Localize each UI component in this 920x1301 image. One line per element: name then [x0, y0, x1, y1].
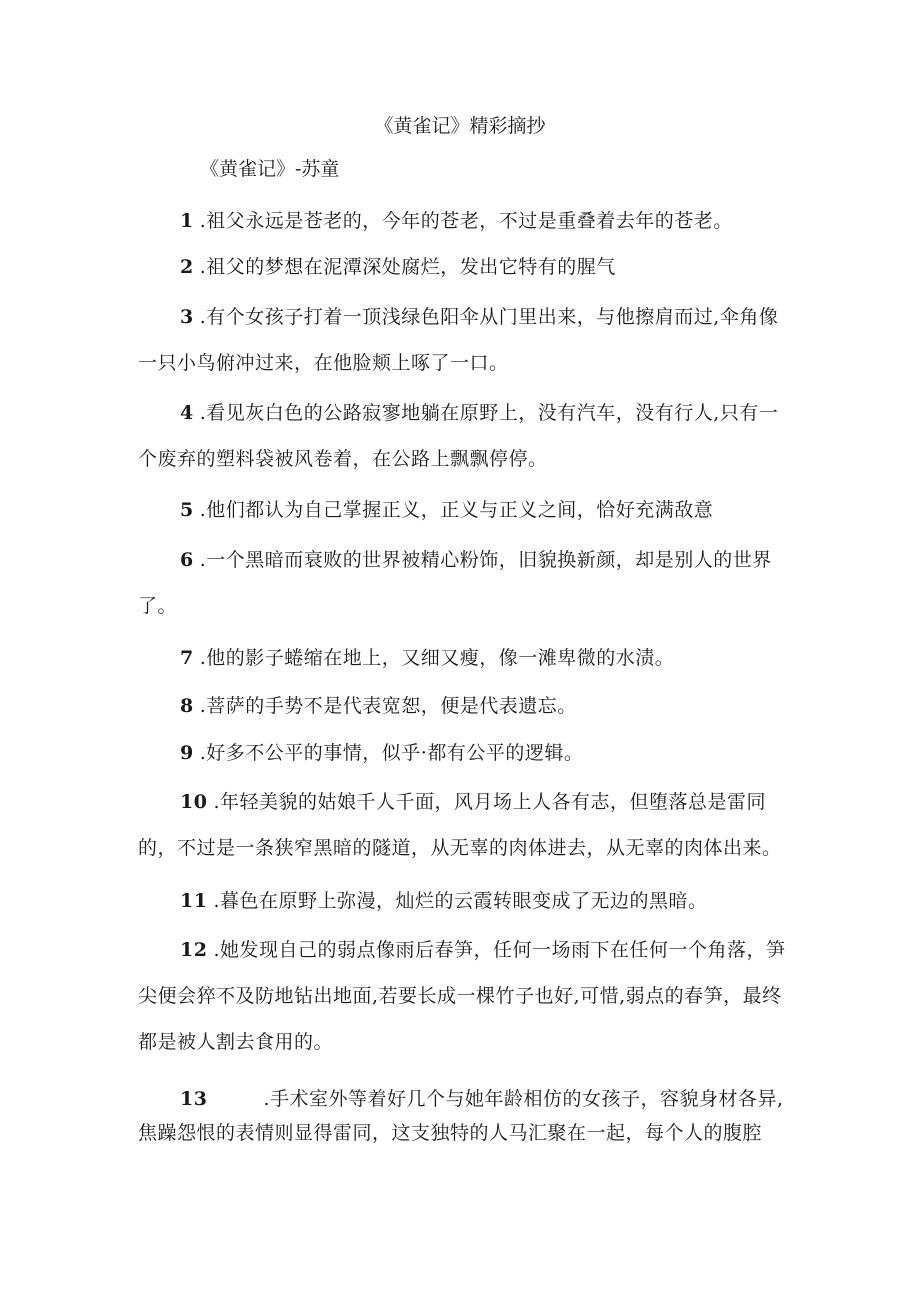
excerpt-item [138, 730, 788, 776]
item-number: 3 [180, 306, 194, 328]
excerpt-item [138, 537, 788, 629]
item-number: 12 [180, 939, 208, 961]
excerpt-item [138, 244, 788, 290]
excerpt-item [138, 294, 788, 386]
item-number: 6 [180, 549, 194, 571]
item-number: 9 [180, 742, 194, 764]
excerpt-item [138, 878, 788, 924]
item-text: .暮色在原野上弥漫，灿烂的云霞转眼变成了无边的黑暗。 [213, 890, 708, 912]
item-text: .好多不公平的事情，似乎·都有公平的逻辑。 [199, 742, 584, 764]
item-text: .她发现自己的弱点像雨后春笋，任何一场雨下在任何一个角落，笋尖便会猝不及防地钻出地面,若要长成一棵竹子也好,可惜,弱点的春笋，最终都是被人割去食用的。 [138, 939, 786, 1053]
item-number: 2 [180, 256, 194, 278]
item-number: 8 [180, 695, 194, 717]
excerpt-item [138, 487, 788, 533]
item-text: .手术室外等着好几个与她年龄相仿的女孩子，容貌身材各异,焦躁怨恨的表情则显得雷同，这支独特的人马汇聚在一起，每个人的腹腔 [138, 1088, 784, 1144]
document-subtitle: 《黄雀记》-苏童 [200, 158, 340, 180]
item-number: 11 [180, 890, 208, 912]
item-number: 5 [180, 499, 194, 521]
item-text: .有个女孩子打着一顶浅绿色阳伞从门里出来，与他擦肩而过,伞角像一只小鸟俯冲过来，在他脸颊上啄了一口。 [138, 306, 779, 374]
item-text: .他的影子蜷缩在地上，又细又瘦，像一滩卑微的水渍。 [199, 647, 675, 669]
item-number: 7 [180, 647, 194, 669]
item-number: 10 [180, 791, 208, 813]
excerpt-item [138, 390, 788, 482]
document-title: 《黄雀记》精彩摘抄 [374, 115, 546, 137]
item-number: 13 [180, 1088, 208, 1110]
item-text: .祖父永远是苍老的，今年的苍老，不过是重叠着去年的苍老。 [199, 210, 733, 232]
item-text: .他们都认为自己掌握正义，正义与正义之间，恰好充满敌意 [199, 499, 714, 521]
item-number: 4 [180, 402, 194, 424]
excerpt-item [138, 927, 788, 1065]
excerpt-item [138, 198, 788, 244]
excerpt-item [138, 779, 788, 871]
item-text: .一个黑暗而衰败的世界被精心粉饰，旧貌换新颜，却是别人的世界了。 [138, 549, 772, 617]
item-number: 1 [180, 210, 194, 232]
excerpt-item [138, 635, 788, 681]
item-text: .看见灰白色的公路寂寥地躺在原野上，没有汽车，没有行人,只有一个废弃的塑料袋被风卷着，在公路上飘飘停停。 [138, 402, 779, 470]
item-text: .祖父的梦想在泥潭深处腐烂，发出它特有的腥气 [199, 256, 616, 278]
excerpt-item [138, 1082, 788, 1150]
excerpt-item [138, 683, 788, 729]
item-text: .菩萨的手势不是代表宽恕，便是代表遗忘。 [199, 695, 577, 717]
item-text: .年轻美貌的姑娘千人千面，风月场上人各有志，但堕落总是雷同的，不过是一条狭窄黑暗的隧道，从无辜的肉体进去，从无辜的肉体出来。 [138, 791, 782, 859]
